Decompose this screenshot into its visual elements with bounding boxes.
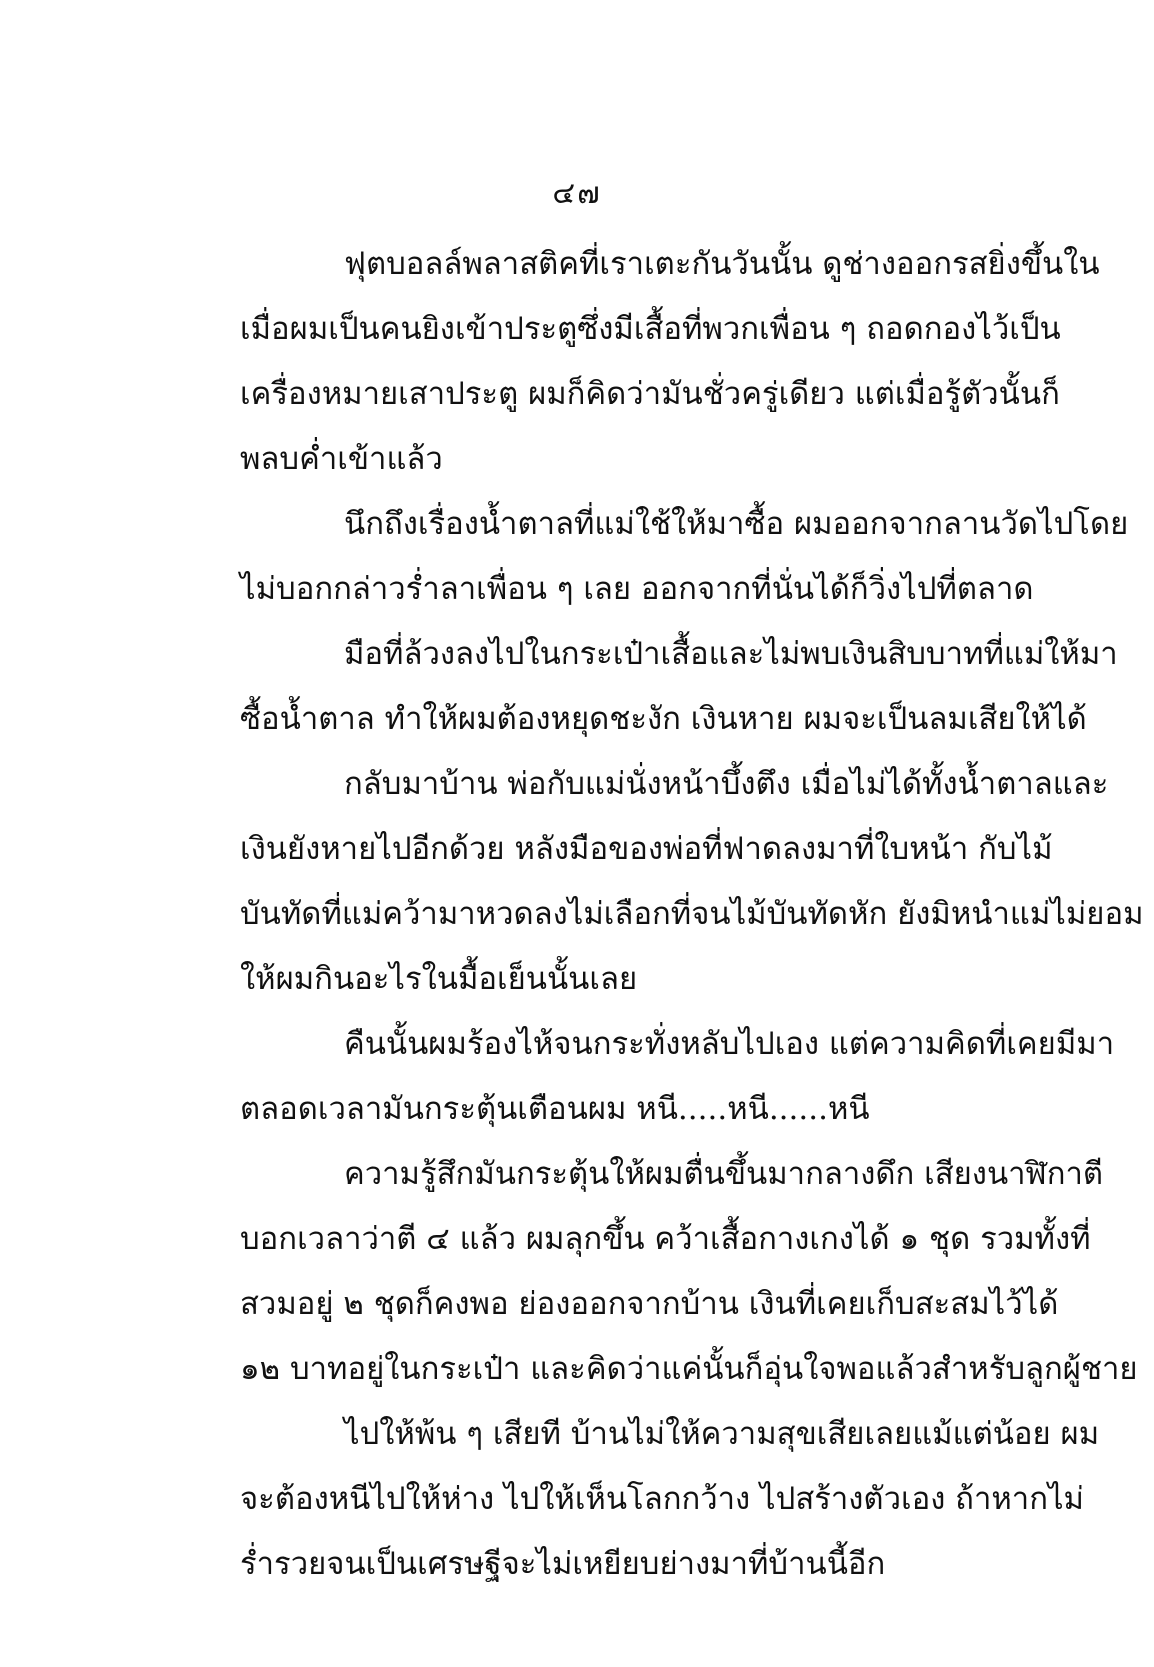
text-line: ฟุตบอลล์พลาสติคที่เราเตะกันวันนั้น ดูช่างออกรสยิ่งขึ้นใน	[344, 246, 1100, 282]
text-line: ตลอดเวลามันกระตุ้นเตือนผม หนี.....หนี......หนี	[240, 1091, 870, 1127]
text-line: ซื้อน้ำตาล ทำให้ผมต้องหยุดชะงัก เงินหาย ผมจะเป็นลมเสียให้ได้	[240, 701, 1087, 737]
text-line: สวมอยู่ ๒ ชุดก็คงพอ ย่องออกจากบ้าน เงินที่เคยเก็บสะสมไว้ได้	[240, 1286, 1059, 1322]
text-line: ร่ำรวยจนเป็นเศรษฐีจะไม่เหยียบย่างมาที่บ้านนี้อีก	[240, 1546, 886, 1582]
text-line: เงินยังหายไปอีกด้วย หลังมือของพ่อที่ฟาดลงมาที่ใบหน้า กับไม้	[240, 831, 1053, 867]
text-line: บอกเวลาว่าตี ๔ แล้ว ผมลุกขึ้น คว้าเสื้อกางเกงได้ ๑ ชุด รวมทั้งที่	[240, 1221, 1091, 1257]
paragraph-3	[136, 622, 1118, 752]
paragraph-1	[136, 232, 1100, 492]
text-line: ความรู้สึกมันกระตุ้นให้ผมตื่นขึ้นมากลางดึก เสียงนาฬิกาตี	[344, 1156, 1104, 1192]
body-text	[136, 232, 1144, 1597]
text-line: กลับมาบ้าน พ่อกับแม่นั่งหน้าบึ้งตึง เมื่อไม่ได้ทั้งน้ำตาลและ	[344, 766, 1109, 802]
text-line: คืนนั้นผมร้องไห้จนกระทั่งหลับไปเอง แต่ความคิดที่เคยมีมา	[344, 1026, 1115, 1062]
text-line: เครื่องหมายเสาประตู ผมก็คิดว่ามันชั่วครู่เดียว แต่เมื่อรู้ตัวนั้นก็	[240, 376, 1060, 412]
text-line: พลบค่ำเข้าแล้ว	[240, 441, 443, 477]
text-line: มือที่ล้วงลงไปในกระเป๋าเสื้อและไม่พบเงินสิบบาทที่แม่ให้มา	[344, 636, 1118, 672]
paragraph-6	[136, 1142, 1138, 1402]
text-line: เมื่อผมเป็นคนยิงเข้าประตูซึ่งมีเสื้อที่พวกเพื่อน ๆ ถอดกองไว้เป็น	[240, 311, 1061, 347]
text-line: นึกถึงเรื่องน้ำตาลที่แม่ใช้ให้มาซื้อ ผมออกจากลานวัดไปโดย	[344, 506, 1129, 542]
text-line: ๑๒ บาทอยู่ในกระเป๋า และคิดว่าแค่นั้นก็อุ่นใจพอแล้วสำหรับลูกผู้ชาย	[240, 1351, 1138, 1387]
paragraph-5	[136, 1012, 1115, 1142]
text-line: ให้ผมกินอะไรในมื้อเย็นนั้นเลย	[240, 961, 638, 997]
text-line: ไม่บอกกล่าวร่ำลาเพื่อน ๆ เลย ออกจากที่นั่นได้ก็วิ่งไปที่ตลาด	[240, 571, 1034, 607]
text-line: บันทัดที่แม่คว้ามาหวดลงไม่เลือกที่จนไม้บันทัดหัก ยังมิหนำแม่ไม่ยอม	[240, 896, 1144, 932]
paragraph-7	[136, 1402, 1100, 1597]
paragraph-4	[136, 752, 1144, 1012]
paragraph-2	[136, 492, 1129, 622]
text-line: ไปให้พ้น ๆ เสียที บ้านไม่ให้ความสุขเสียเลยแม้แต่น้อย ผม	[344, 1416, 1100, 1452]
text-line: จะต้องหนีไปให้ห่าง ไปให้เห็นโลกกว้าง ไปสร้างตัวเอง ถ้าหากไม่	[240, 1481, 1084, 1517]
page-number: ๔๗	[552, 176, 602, 211]
